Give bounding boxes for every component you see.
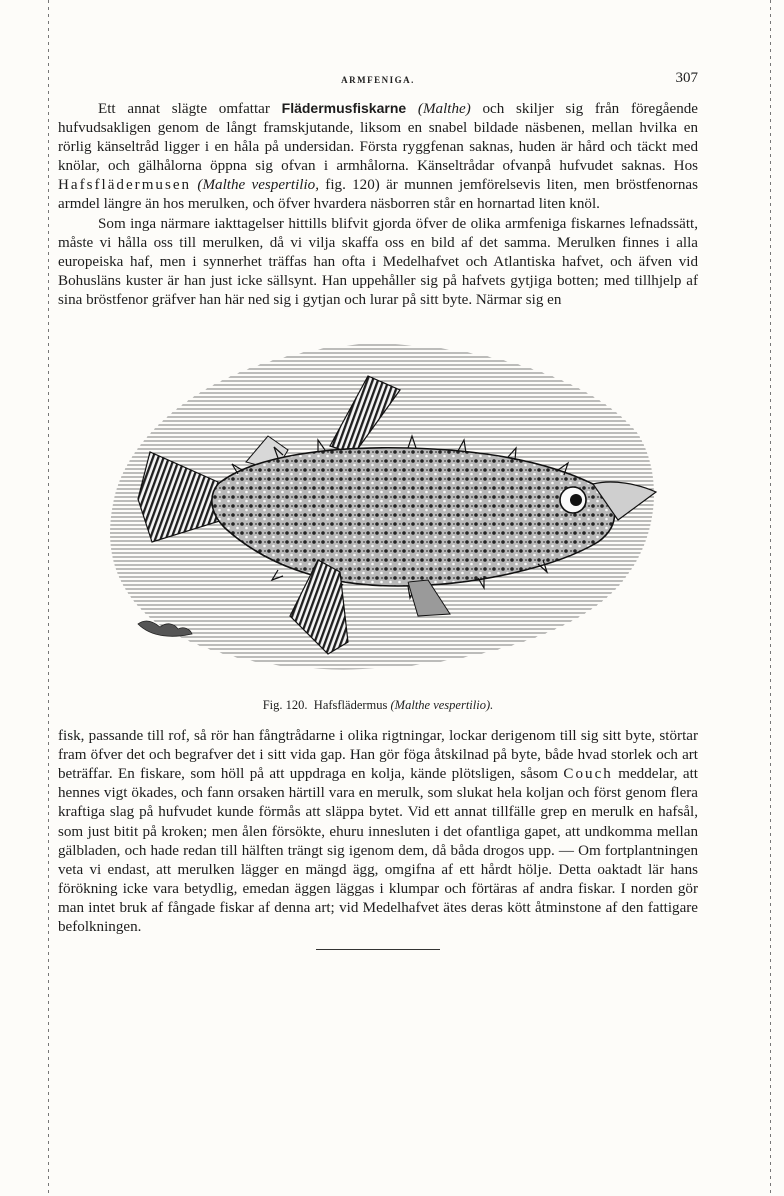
end-rule [316, 949, 440, 950]
paragraph-merulk-habits: Som inga närmare iakttagelser hittills blifvit gjorda öfver de olika armfeniga fiskarnes lefnadssätt, måste vi hålla oss till merulken, då vi vilja skaffa oss en bild af det samma. Merulken finnes i alla europeiska haf, men i synnerhet träffas han ofta i Medelhafvet och Atlantiska hafvet, och äfven vid Bohusläns kuster är han just icke sällsynt. Han uppehåller sig på hafvets gytjiga botten; med tillhjelp af sina bröstfenor gräfver han här ned sig i gytjan och lurar på sitt byte. Närmar sig en [58, 215, 698, 308]
paragraph-malthe-description: Ett annat slägte omfattar Flädermusfiskarne (Malthe) och skiljer sig från föregående hufvudsakligen genom de långt framskjutande, liksom en snabel bildade näsbenen, mellan hvilka en rörlig känseltråd ligger i en håla på undersidan. Första ryggfenan saknas, huden är hård och täckt med knölar, och gälhålorna öppna sig ofvan i armhålorna. Känseltrådar ofvanpå hufvudet saknas. Hos Hafsflädermusen (Malthe vespertilio, fig. 120) är munnen jemförelsevis liten, men bröstfenornas armdel längre än hos merulken, och öfver hvardera näsborren står en hornartad liten knöl. [58, 100, 699, 213]
figure-120 [58, 324, 698, 713]
pupil [570, 494, 582, 506]
book-page [58, 70, 698, 950]
paragraph-merulk-prey: fisk, passande till rof, så rör han fångtrådarne i olika rigtningar, lockar derigenom till sig sitt byte, störtar fram öfver det och begrafver det i sitt vida gap. Han gör föga åtskilnad på byte, både hvad storlek och art beträffar. En fiskare, som höll på att uppdraga en kolja, kände plötsligen, såsom Couch meddelar, att hennes vigt ökades, och fann orsaken härtill vara en merulk, som slukat hela koljan och först genom flera kraftiga slag på hufvudet kunde förmås att släppa bytet. Vid ett annat tillfälle grep en merulk en hafsål, som just bitit på kroken; men ålen försökte, ehuru innesluten i det ofantliga gapet, att undkomma mellan gälbladen, och hade redan till hälften trängt sig igenom dem, då båda drogos upp. — Om fortplantningen veta vi endast, att merulken lägger en mängd ägg, omgifna af ett hårdt hölje. Detta oaktadt lär hans förökning icke vara betydlig, emedan äggen läggas i klumpar och förtäras af andra fiskar. I norden gör man intet bruk af fångade fiskar af denna art; vid Medelhafvet ätes deras kött åtminstone af den fattigare befolkningen. [58, 728, 698, 935]
running-header [58, 70, 698, 88]
species-latin: (Malthe vespertilio, [197, 177, 319, 194]
species-name: Hafsflädermusen [58, 177, 192, 194]
genus-term: Flädermusfiskarne [281, 100, 407, 116]
page-number: 307 [675, 70, 698, 86]
author-name: Couch [563, 766, 613, 783]
scan-edge-line [770, 0, 771, 1196]
scan-edge-line [48, 0, 49, 1196]
fish-engraving-illustration [78, 324, 678, 694]
running-title: ARMFENIGA. [341, 75, 415, 85]
genus-latin: (Malthe) [417, 101, 471, 117]
figure-caption: Fig. 120. Hafsflädermus (Malthe vespertilio). [262, 698, 494, 713]
